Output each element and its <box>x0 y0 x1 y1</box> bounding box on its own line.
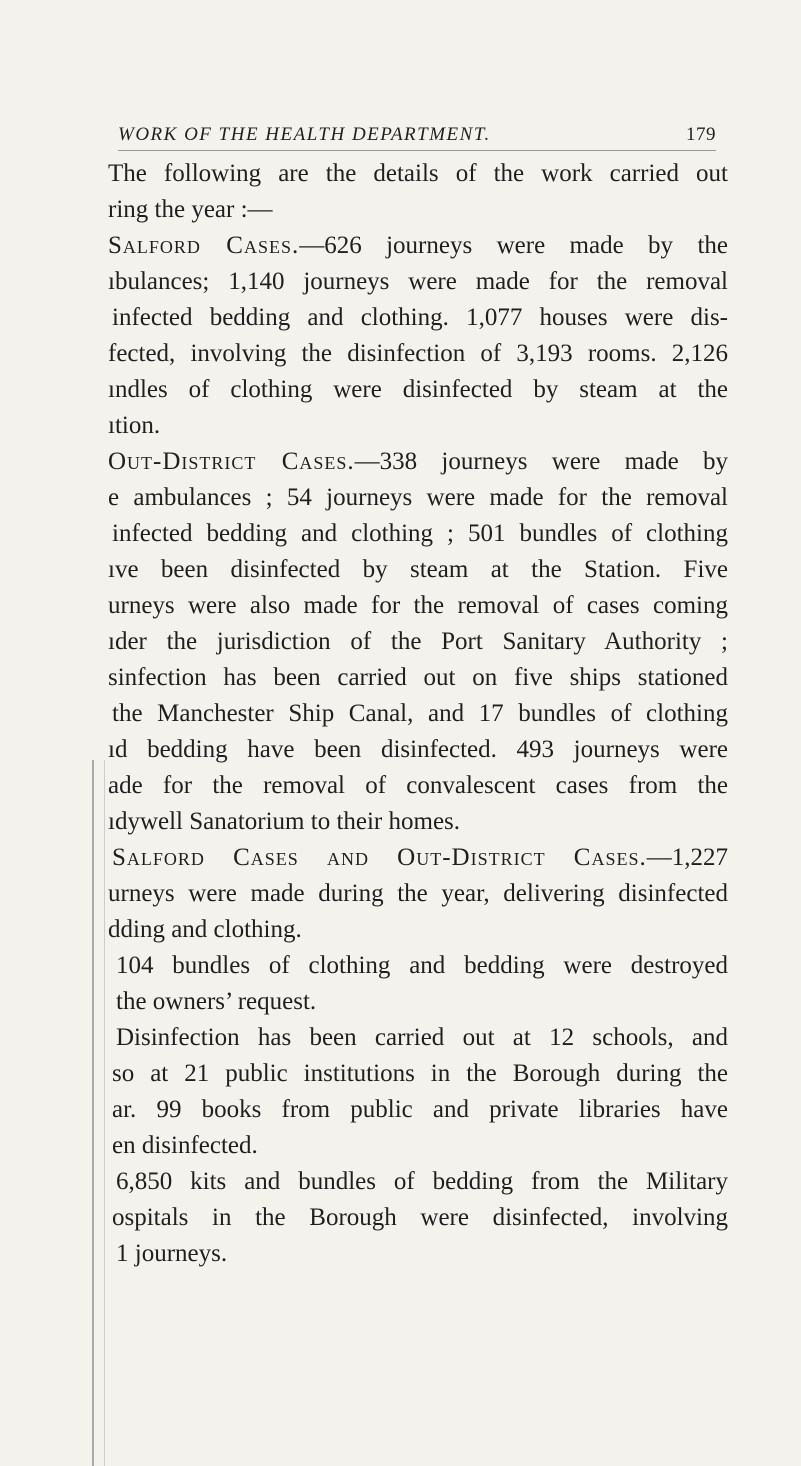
binding-gutter-shadow <box>92 760 105 1466</box>
text-line-13: urneys were also made for the removal of cases coming <box>108 592 728 619</box>
text-line-8: ıtion. <box>108 412 161 439</box>
running-title: WORK OF THE HEALTH DEPARTMENT. <box>118 124 491 145</box>
text-line-29: 6,850 kits and bundles of bedding from the Military <box>116 1168 728 1195</box>
text-line-23: 104 bundles of clothing and bedding were destroyed <box>116 952 728 979</box>
text-line-30: ospitals in the Borough were disinfected, involving <box>112 1204 728 1231</box>
text-line-9 <box>108 444 728 480</box>
text-line-15: sinfection has been carried out on five ships stationed <box>108 664 728 691</box>
text-line-14: ıder the jurisdiction of the Port Sanitary Authority ; <box>108 628 728 655</box>
text-line-31: 1 journeys. <box>116 1240 228 1267</box>
page-number: 179 <box>686 124 716 145</box>
text-line-4: ıbulances; 1,140 journeys were made for the removal <box>108 268 728 295</box>
text-line-18: ade for the removal of convalescent cases from the <box>108 772 728 799</box>
text-line-10: e ambulances ; 54 journeys were made for the removal <box>108 484 728 511</box>
text-line-22: dding and clothing. <box>108 916 302 943</box>
text-line-17: ıd bedding have been disinfected. 493 journeys were <box>108 736 728 763</box>
text-line-12: ıve been disinfected by steam at the Station. Five <box>108 556 728 583</box>
text-line-3-rest: —626 journeys were made by the <box>299 232 728 259</box>
text-line-11: infected bedding and clothing ; 501 bundles of clothing <box>112 520 728 547</box>
text-line-5: infected bedding and clothing. 1,077 houses were dis- <box>112 304 728 331</box>
text-line-3 <box>108 228 728 264</box>
running-header <box>118 122 716 151</box>
text-line-6: fected, involving the disinfection of 3,193 rooms. 2,126 <box>108 340 728 367</box>
text-line-26: so at 21 public institutions in the Borough during the <box>112 1060 728 1087</box>
text-line-24: the owners’ request. <box>116 988 317 1015</box>
text-line-16: the Manchester Ship Canal, and 17 bundles of clothing <box>112 700 728 727</box>
text-line-21: urneys were made during the year, delivering disinfected <box>108 880 728 907</box>
text-line-1: The following are the details of the work carried out <box>108 160 728 187</box>
text-line-9-rest: —338 journeys were made by <box>354 448 728 475</box>
text-line-20 <box>108 840 728 876</box>
text-line-25: Disinfection has been carried out at 12 schools, and <box>116 1024 728 1051</box>
text-line-28: en disinfected. <box>112 1132 258 1159</box>
section-heading-combined-cases: Salford Cases and Out-District Cases. <box>112 844 647 871</box>
text-line-7: ındles of clothing were disinfected by steam at the <box>108 376 728 403</box>
section-heading-salford-cases: Salford Cases. <box>108 232 300 259</box>
text-line-19: ıdywell Sanatorium to their homes. <box>108 808 461 835</box>
text-line-20-rest: —1,227 <box>646 844 728 871</box>
section-heading-out-district-cases: Out-District Cases. <box>108 448 355 475</box>
body-text <box>108 156 728 1272</box>
text-line-2: ring the year :— <box>108 196 273 223</box>
text-line-27: ar. 99 books from public and private libraries have <box>112 1096 728 1123</box>
